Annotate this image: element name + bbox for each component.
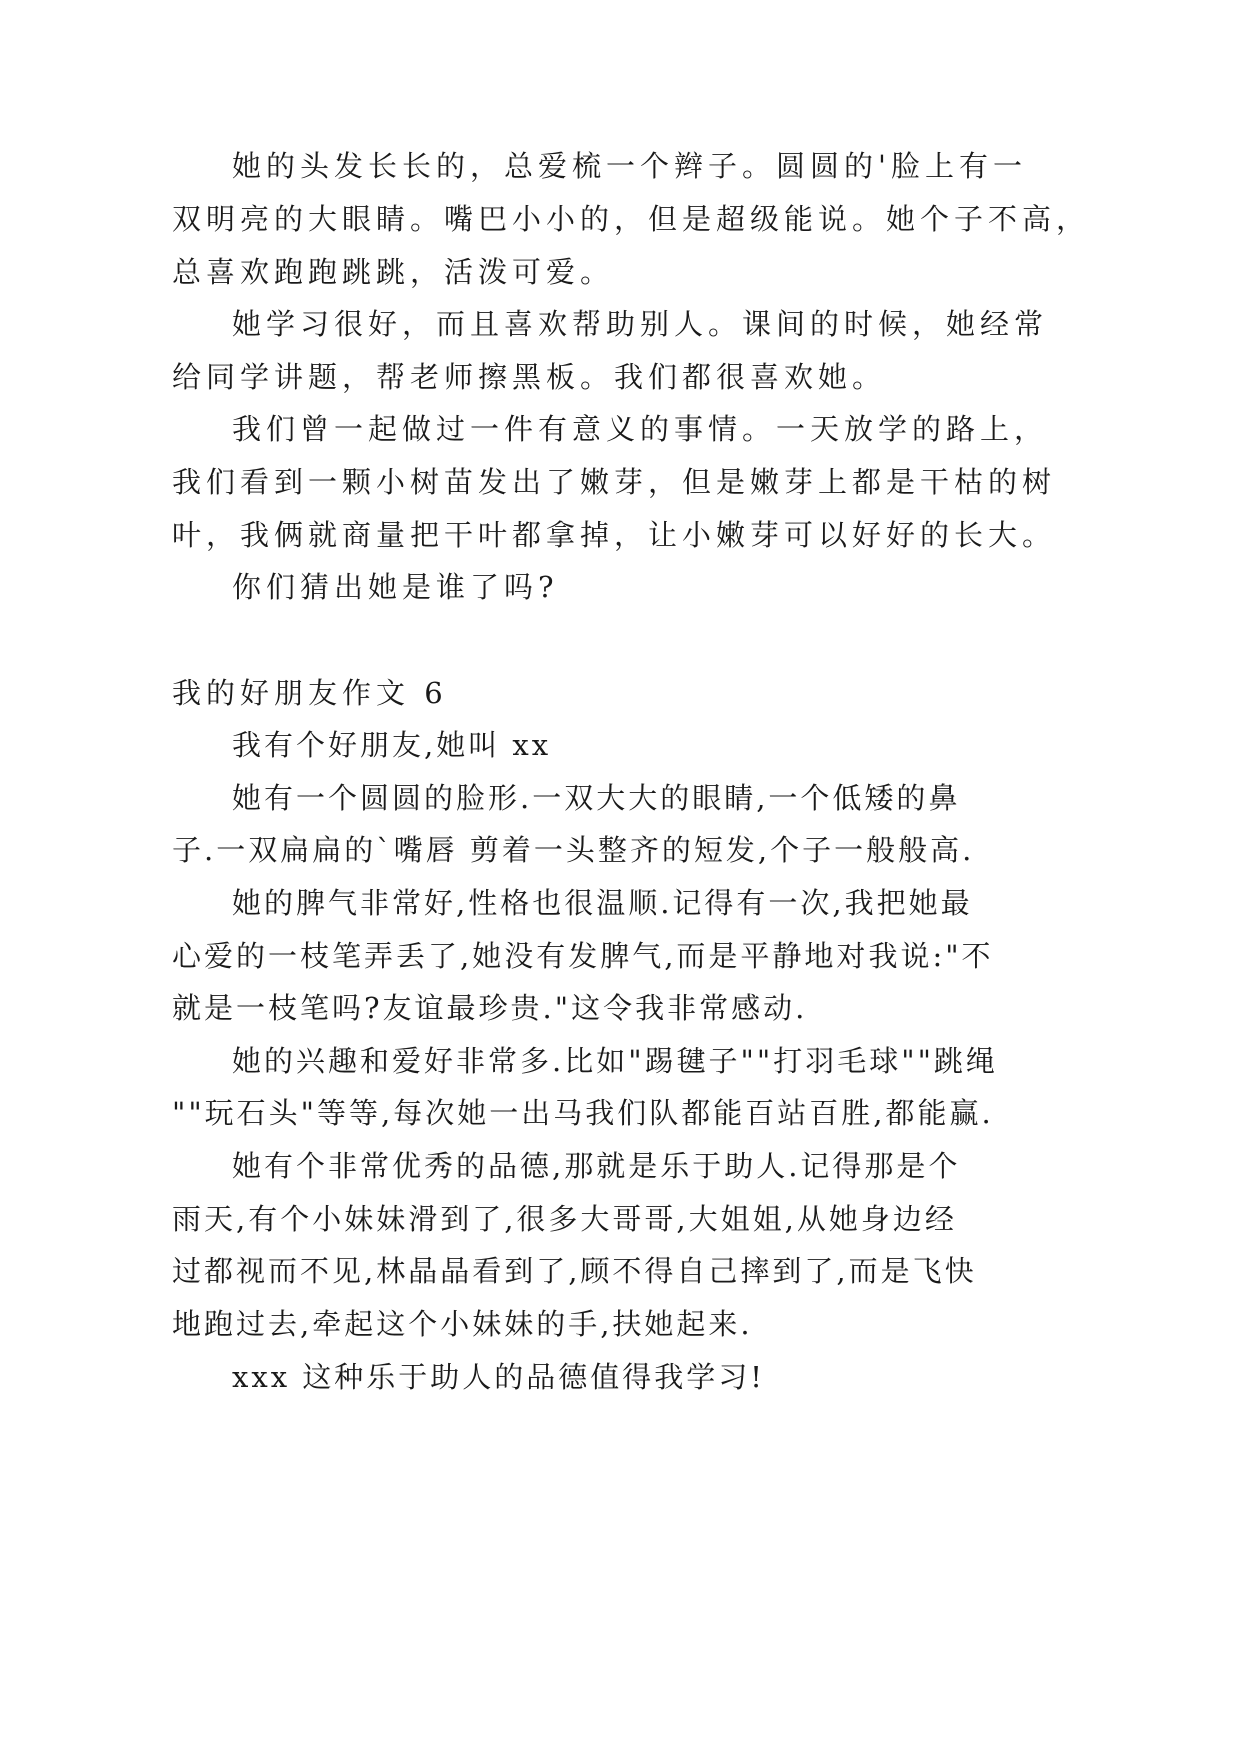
paragraph-line: 你们猜出她是谁了吗? xyxy=(232,570,559,604)
paragraph-line: 过都视而不见,林晶晶看到了,顾不得自己摔到了,而是飞快 xyxy=(172,1254,977,1288)
paragraph-line: 叶，我俩就商量把干叶都拿掉，让小嫩芽可以好好的长大。 xyxy=(172,518,1057,552)
paragraph-line: 她的头发长长的，总爱梳一个辫子。圆圆的'脸上有一 xyxy=(232,149,1027,183)
paragraph-line: 双明亮的大眼睛。嘴巴小小的，但是超级能说。她个子不高， xyxy=(172,202,1091,236)
paragraph-line: xxx 这种乐于助人的品德值得我学习! xyxy=(232,1360,765,1394)
paragraph-line: 总喜欢跑跑跳跳，活泼可爱。 xyxy=(172,255,615,289)
paragraph-line: 我们看到一颗小树苗发出了嫩芽，但是嫩芽上都是干枯的树 xyxy=(172,465,1057,499)
paragraph-line: 就是一枝笔吗?友谊最珍贵."这令我非常感动. xyxy=(172,991,808,1025)
paragraph-line: 她的兴趣和爱好非常多.比如"踢毽子""打羽毛球""跳绳 xyxy=(232,1044,998,1078)
section-heading: 我的好朋友作文 6 xyxy=(172,676,448,710)
paragraph-line: 子.一双扁扁的`嘴唇 剪着一头整齐的短发,个子一般般高. xyxy=(172,833,975,867)
paragraph-line: 给同学讲题，帮老师擦黑板。我们都很喜欢她。 xyxy=(172,360,887,394)
paragraph-line: 地跑过去,牵起这个小妹妹的手,扶她起来. xyxy=(172,1307,753,1341)
paragraph-line: 她有个非常优秀的品德,那就是乐于助人.记得那是个 xyxy=(232,1149,961,1183)
paragraph-line: 她学习很好，而且喜欢帮助别人。课间的时候，她经常 xyxy=(232,307,1049,341)
paragraph-line: 我们曾一起做过一件有意义的事情。一天放学的路上， xyxy=(232,412,1049,446)
paragraph-line: 她有一个圆圆的脸形.一双大大的眼睛,一个低矮的鼻 xyxy=(232,781,961,815)
paragraph-line: 我有个好朋友,她叫 xx xyxy=(232,728,552,762)
paragraph-line: 她的脾气非常好,性格也很温顺.记得有一次,我把她最 xyxy=(232,886,973,920)
paragraph-line: 心爱的一枝笔弄丢了,她没有发脾气,而是平静地对我说:"不 xyxy=(172,939,994,973)
paragraph-line: ""玩石头"等等,每次她一出马我们队都能百站百胜,都能赢. xyxy=(172,1096,994,1130)
paragraph-line: 雨天,有个小妹妹滑到了,很多大哥哥,大姐姐,从她身边经 xyxy=(172,1202,957,1236)
